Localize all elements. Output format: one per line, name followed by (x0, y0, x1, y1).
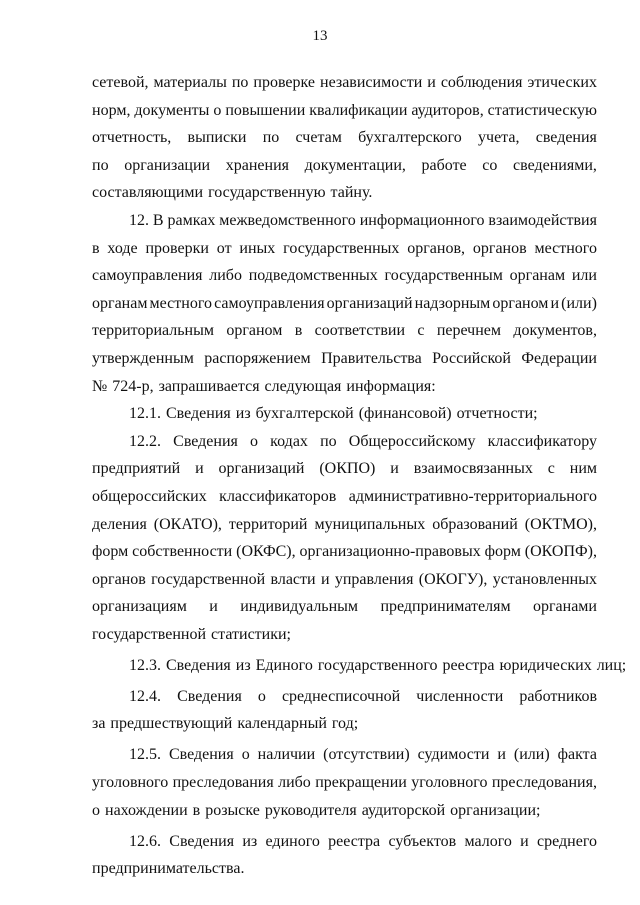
word: документов, (513, 322, 597, 340)
word: 12. (129, 211, 149, 229)
word: (ОКАТО), (153, 515, 222, 533)
word: и (195, 460, 204, 478)
word: ходе (107, 239, 138, 257)
text-line (92, 683, 597, 710)
word: юридических (499, 656, 592, 674)
word: работников (519, 687, 597, 705)
word: среднесписочной (281, 687, 401, 705)
word: Федерации (521, 349, 597, 367)
word: учета, (478, 129, 520, 147)
word: предприятий (92, 460, 181, 478)
word: взаимодействия (488, 211, 597, 229)
word: Сведения (169, 832, 235, 850)
page-number: 13 (312, 28, 328, 44)
text-line (92, 741, 597, 768)
word: и (209, 598, 218, 616)
word: уголовного (92, 774, 169, 792)
word: Правительства (321, 349, 422, 367)
word: материалы (153, 74, 227, 91)
word: составляющими (92, 184, 204, 202)
word: распоряжением (204, 349, 311, 367)
word: сведения (535, 129, 597, 147)
word: этических (527, 74, 597, 91)
text-line (92, 769, 597, 796)
text-line (92, 179, 597, 206)
word: Сведения (166, 405, 231, 423)
word: и (320, 570, 330, 588)
word: из (235, 656, 251, 674)
word: собственности (132, 543, 233, 561)
word: документации, (304, 156, 406, 174)
text-line (92, 235, 597, 262)
word: государственного (317, 656, 438, 674)
text-line (92, 483, 597, 510)
word: по (320, 432, 337, 450)
word: календарный (237, 715, 327, 733)
word: самоуправления (92, 267, 203, 285)
text-line (92, 97, 597, 124)
word: (ОКПО) (319, 460, 376, 478)
word: преследования, (491, 774, 597, 792)
word: уголовного (411, 774, 488, 792)
text-line (92, 652, 627, 679)
word: со (482, 156, 498, 174)
word: органов, (407, 239, 466, 257)
text-line (92, 797, 597, 824)
text-line (92, 345, 597, 372)
word: (ОКОПФ), (524, 543, 597, 561)
word: бухгалтерской (255, 405, 354, 423)
word: местного (149, 294, 212, 312)
word: информация: (346, 377, 436, 395)
word: организациям (92, 598, 187, 616)
word: субъектов (388, 832, 457, 850)
word: Сведения (168, 746, 234, 764)
word: организации (124, 156, 211, 174)
word: с (547, 460, 555, 478)
word: организации; (450, 801, 541, 819)
word: государственной (92, 625, 207, 643)
word: перечнем (436, 322, 502, 340)
word: из (235, 405, 251, 423)
word: о (250, 432, 259, 450)
word: государственных (283, 239, 400, 257)
word: органам (92, 294, 148, 312)
word: судимости (417, 746, 490, 764)
word: проверки (145, 239, 209, 257)
text-line (92, 855, 597, 882)
text-line (92, 566, 597, 593)
word: нахождении (105, 801, 188, 819)
word: либо (278, 774, 311, 792)
word: за (92, 715, 106, 733)
word: соблюдения (440, 74, 523, 91)
word: бухгалтерского (358, 129, 462, 147)
word: самоуправления (214, 294, 325, 312)
word: в (294, 322, 303, 340)
word: государственным (384, 267, 503, 285)
word: надзорным (414, 294, 491, 312)
word: в (92, 239, 100, 257)
word: о (213, 101, 222, 119)
word: органов (92, 570, 146, 588)
word: хранения (225, 156, 289, 174)
word: организационно-правовых (299, 543, 481, 561)
word: и (497, 746, 506, 764)
word: отчетности; (456, 405, 538, 423)
word: классификатору (487, 432, 597, 450)
word: и (550, 294, 560, 312)
word: 12.3. (129, 656, 161, 674)
word: сведениями, (513, 156, 597, 174)
word: (ОКТМО), (524, 515, 597, 533)
word: индивидуальным (240, 598, 359, 616)
word: факта (557, 746, 597, 764)
word: аудиторской (361, 801, 446, 819)
word: среднего (537, 832, 597, 850)
word: В (152, 211, 164, 229)
text-line (92, 455, 597, 482)
text-line (92, 593, 597, 620)
text-line (92, 317, 597, 344)
word: счетам (295, 129, 342, 147)
word: государственной (151, 570, 266, 588)
word: от (216, 239, 232, 257)
word: № (92, 377, 108, 395)
text-line (92, 511, 597, 538)
word: (ОКОГУ), (418, 570, 488, 588)
word: территорий (228, 515, 308, 533)
word: преследования (172, 774, 274, 792)
word: (ОКФС), (236, 543, 296, 561)
word: тайну. (330, 184, 373, 202)
text-line (92, 538, 597, 565)
word: Сведения (173, 432, 238, 450)
word: Сведения (166, 656, 231, 674)
word: работе (421, 156, 467, 174)
word: органом (492, 294, 549, 312)
text-line (92, 290, 597, 317)
word: организаций (326, 294, 413, 312)
word: 12.2. (129, 432, 161, 450)
text-line (92, 428, 597, 455)
word: 12.4. (129, 687, 161, 705)
word: статистики; (211, 625, 291, 643)
word: 12.1. (129, 405, 161, 423)
word: розыске (205, 801, 260, 819)
word: ним (569, 460, 597, 478)
word: численности (416, 687, 504, 705)
text-line (92, 373, 597, 400)
word: руководителя (264, 801, 357, 819)
word: установленных (492, 570, 597, 588)
word: подведомственных (248, 267, 378, 285)
word: аудиторов, (411, 101, 484, 119)
word: малого (464, 832, 512, 850)
word: о (241, 746, 250, 764)
word: утвержденным (92, 349, 194, 367)
word: документы (134, 101, 210, 119)
word: по (92, 156, 109, 174)
word: образований (432, 515, 518, 533)
word: административно-территориального (348, 487, 597, 505)
word: проверке (253, 74, 316, 91)
word: повышении (225, 101, 306, 119)
word: организаций (218, 460, 305, 478)
word: квалификации (309, 101, 408, 119)
word: запрашивается (158, 377, 260, 395)
word: единого (265, 832, 320, 850)
word: 12.5. (129, 746, 161, 764)
text-line (92, 262, 597, 289)
word: (отсутствии) (323, 746, 410, 764)
word: местного (534, 239, 597, 257)
text-line (92, 621, 597, 648)
word: норм, (92, 101, 131, 119)
text-line (92, 710, 597, 737)
text-line (92, 124, 597, 151)
text-line (92, 828, 597, 855)
word: о (257, 687, 266, 705)
word: статистическую (487, 101, 597, 119)
word: органов (472, 239, 527, 257)
word: 12.6. (129, 832, 161, 850)
word: наличии (257, 746, 316, 764)
word: по (231, 74, 249, 91)
word: межведомственного (219, 211, 356, 229)
word: соответствии (314, 322, 406, 340)
word: в (192, 801, 201, 819)
word: сетевой, (92, 74, 149, 91)
word: органом (226, 322, 283, 340)
word: форм (92, 543, 129, 561)
word: Российской (432, 349, 511, 367)
word: Сведения (177, 687, 242, 705)
word: и (427, 74, 436, 91)
word: следующая (264, 377, 342, 395)
word: органам (509, 267, 566, 285)
word: рамках (167, 211, 216, 229)
word: реестра (328, 832, 381, 850)
word: либо (209, 267, 242, 285)
text-line (92, 152, 597, 179)
word: реестра (442, 656, 495, 674)
word: (или) (513, 746, 550, 764)
word: 724-р, (112, 377, 154, 395)
word: территориальным (92, 322, 214, 340)
word: (или) (561, 294, 597, 312)
word: о (92, 801, 100, 819)
word: по (262, 129, 280, 147)
word: муниципальных (314, 515, 426, 533)
word: кодах (270, 432, 308, 450)
word: год; (331, 715, 359, 733)
word: Единого (255, 656, 313, 674)
word: (финансовой) (358, 405, 452, 423)
word: независимости (320, 74, 423, 91)
word: деления (92, 515, 147, 533)
word: и (520, 832, 529, 850)
text-line (92, 69, 597, 96)
word: с (417, 322, 425, 340)
word: предпринимательства. (92, 860, 245, 878)
word: информационного (359, 211, 485, 229)
word: иных (239, 239, 276, 257)
text-line (92, 400, 597, 427)
word: выписки (187, 129, 247, 147)
word: взаимосвязанных (413, 460, 533, 478)
word: предпринимателям (380, 598, 511, 616)
word: прекращении (315, 774, 407, 792)
word: лиц; (596, 656, 627, 674)
word: общероссийских (92, 487, 207, 505)
word: предшествующий (110, 715, 233, 733)
word: власти (270, 570, 316, 588)
word: из (242, 832, 258, 850)
word: отчетность, (92, 129, 172, 147)
word: управления (334, 570, 414, 588)
word: классификаторов (219, 487, 337, 505)
word: органами (532, 598, 597, 616)
word: или (571, 267, 597, 285)
document-body (92, 69, 627, 883)
word: Общероссийскому (348, 432, 476, 450)
text-line (92, 207, 597, 234)
word: форм (484, 543, 521, 561)
word: государственную (208, 184, 326, 202)
word: и (390, 460, 399, 478)
